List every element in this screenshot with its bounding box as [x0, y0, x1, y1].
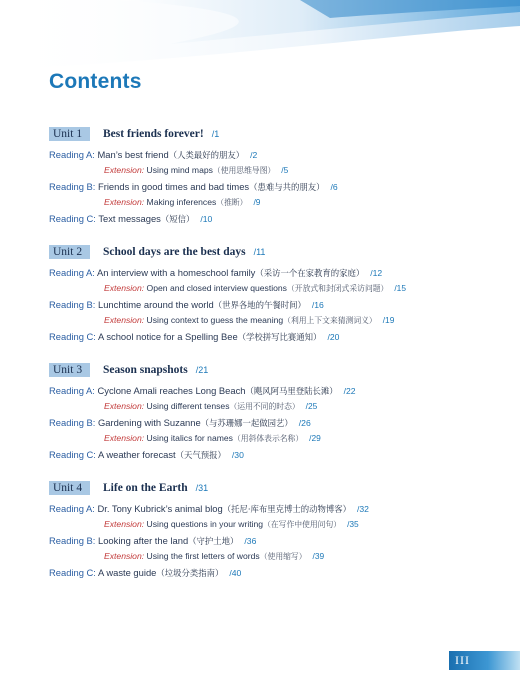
reading-chinese-title: （患难与共的朋友）: [249, 182, 325, 192]
extension-page-number: /19: [382, 315, 395, 325]
reading-chinese-title: （飓风阿马里登陆长滩）: [245, 386, 338, 396]
reading-entry[interactable]: [49, 449, 244, 461]
reading-entry[interactable]: [49, 503, 369, 515]
reading-label: Reading B:: [49, 181, 96, 192]
unit-page-number: /11: [253, 247, 266, 257]
unit-heading[interactable]: [49, 126, 219, 142]
extension-title: Using different tenses: [146, 401, 230, 411]
extension-chinese-title: （利用上下文来猜测词义）: [283, 316, 377, 325]
reading-chinese-title: （天气预报）: [175, 450, 226, 460]
unit-heading[interactable]: [49, 244, 265, 260]
reading-label: Reading B:: [49, 299, 96, 310]
extension-entry[interactable]: [104, 433, 321, 444]
extension-title: Using mind maps: [146, 165, 213, 175]
extension-label: Extension:: [104, 315, 145, 325]
extension-chinese-title: （推断）: [216, 198, 248, 207]
extension-title: Making inferences: [146, 197, 217, 207]
reading-chinese-title: （世界各地的午餐时间）: [213, 300, 306, 310]
reading-page-number: /20: [327, 332, 340, 342]
reading-entry[interactable]: [49, 567, 241, 579]
reading-entry[interactable]: [49, 299, 324, 311]
reading-title: Lunchtime around the world: [98, 299, 214, 310]
unit-tag: Unit 2: [49, 245, 90, 259]
extension-title: Open and closed interview questions: [146, 283, 287, 293]
extension-label: Extension:: [104, 197, 145, 207]
reading-page-number: /32: [357, 504, 369, 514]
reading-label: Reading A:: [49, 267, 95, 278]
reading-title: A weather forecast: [98, 449, 176, 460]
extension-page-number: /5: [281, 165, 289, 175]
unit-tag: Unit 4: [49, 481, 90, 495]
extension-label: Extension:: [104, 401, 145, 411]
reading-title: Cyclone Amali reaches Long Beach: [97, 385, 246, 396]
extension-title: Using italics for names: [146, 433, 233, 443]
extension-chinese-title: （运用不同的时态）: [229, 402, 300, 411]
reading-title: Dr. Tony Kubrick’s animal blog: [97, 503, 223, 514]
extension-entry[interactable]: [104, 551, 324, 562]
extension-entry[interactable]: [104, 519, 359, 530]
reading-title: Man’s best friend: [97, 149, 169, 160]
unit-heading[interactable]: [49, 362, 208, 378]
reading-entry[interactable]: [49, 149, 257, 161]
extension-entry[interactable]: [104, 401, 317, 412]
extension-title: Using context to guess the meaning: [146, 315, 284, 325]
unit-title: School days are the best days: [103, 246, 246, 258]
reading-title: Gardening with Suzanne: [98, 417, 201, 428]
unit-heading[interactable]: [49, 480, 208, 496]
reading-title: Friends in good times and bad times: [98, 181, 250, 192]
reading-page-number: /30: [231, 450, 244, 460]
reading-chinese-title: （守护土地）: [188, 536, 239, 546]
reading-entry[interactable]: [49, 331, 339, 343]
reading-label: Reading A:: [49, 385, 95, 396]
extension-chinese-title: （用斜体表示名称）: [232, 434, 304, 443]
reading-chinese-title: （短信）: [160, 214, 195, 224]
reading-label: Reading C:: [49, 213, 96, 224]
reading-page-number: /22: [343, 386, 356, 396]
reading-label: Reading C:: [49, 331, 96, 342]
reading-page-number: /2: [250, 150, 258, 160]
reading-chinese-title: （人类最好的朋友）: [168, 150, 245, 160]
reading-chinese-title: （采访一个在家教育的家庭）: [255, 268, 365, 278]
extension-entry[interactable]: [104, 315, 394, 326]
reading-page-number: /40: [229, 568, 242, 578]
reading-entry[interactable]: [49, 267, 382, 279]
reading-title: Looking after the land: [98, 535, 189, 546]
extension-page-number: /15: [394, 283, 406, 293]
reading-label: Reading C:: [49, 567, 96, 578]
extension-chinese-title: （开放式和封闭式采访问题）: [286, 284, 389, 293]
extension-page-number: /39: [312, 551, 325, 561]
extension-label: Extension:: [104, 519, 145, 529]
unit-page-number: /31: [195, 483, 209, 493]
unit-tag: Unit 1: [49, 127, 90, 141]
reading-entry[interactable]: [49, 535, 256, 547]
reading-page-number: /12: [370, 268, 383, 278]
reading-label: Reading B:: [49, 535, 96, 546]
reading-entry[interactable]: [49, 417, 311, 429]
unit-page-number: /1: [211, 129, 220, 139]
extension-title: Using the first letters of words: [146, 551, 260, 561]
extension-label: Extension:: [104, 551, 145, 561]
reading-entry[interactable]: [49, 181, 338, 193]
reading-page-number: /36: [244, 536, 257, 546]
extension-label: Extension:: [104, 165, 145, 175]
unit-title: Life on the Earth: [103, 482, 188, 494]
extension-page-number: /9: [253, 197, 261, 207]
extension-page-number: /25: [305, 401, 318, 411]
extension-entry[interactable]: [104, 165, 288, 176]
reading-label: Reading A:: [49, 503, 95, 514]
reading-page-number: /16: [311, 300, 324, 310]
page-number-box: [449, 651, 520, 670]
unit-title: Season snapshots: [103, 364, 188, 376]
extension-chinese-title: （在写作中使用问句）: [263, 520, 342, 529]
extension-entry[interactable]: [104, 197, 260, 208]
reading-label: Reading A:: [49, 149, 95, 160]
extension-chinese-title: （使用思维导图）: [212, 166, 276, 175]
extension-title: Using questions in your writing: [146, 519, 264, 529]
reading-chinese-title: （垃圾分类指南）: [156, 568, 224, 578]
reading-title: A waste guide: [98, 567, 157, 578]
page-number: III: [455, 653, 470, 667]
reading-page-number: /26: [298, 418, 311, 428]
extension-label: Extension:: [104, 283, 145, 293]
reading-title: A school notice for a Spelling Bee: [98, 331, 238, 342]
reading-page-number: /10: [200, 214, 213, 224]
reading-title: Text messages: [98, 213, 161, 224]
reading-page-number: /6: [330, 182, 338, 192]
unit-tag: Unit 3: [49, 363, 90, 377]
extension-page-number: /29: [309, 433, 321, 443]
reading-label: Reading C:: [49, 449, 96, 460]
reading-title: An interview with a homeschool family: [96, 267, 256, 278]
reading-chinese-title: （托尼·库布里克博士的动物博客）: [222, 504, 352, 514]
header-banner: [0, 0, 520, 70]
reading-chinese-title: （与苏珊娜一起做园艺）: [200, 418, 293, 428]
extension-page-number: /35: [347, 519, 359, 529]
extension-chinese-title: （使用缩写）: [259, 552, 307, 561]
reading-entry[interactable]: [49, 385, 356, 397]
reading-entry[interactable]: [49, 213, 212, 225]
unit-title: Best friends forever!: [103, 128, 204, 140]
page-title: Contents: [49, 70, 142, 93]
reading-label: Reading B:: [49, 417, 96, 428]
extension-entry[interactable]: [104, 283, 406, 294]
reading-chinese-title: （学校拼写比赛通知）: [237, 332, 322, 342]
extension-label: Extension:: [104, 433, 145, 443]
unit-page-number: /21: [195, 365, 209, 375]
